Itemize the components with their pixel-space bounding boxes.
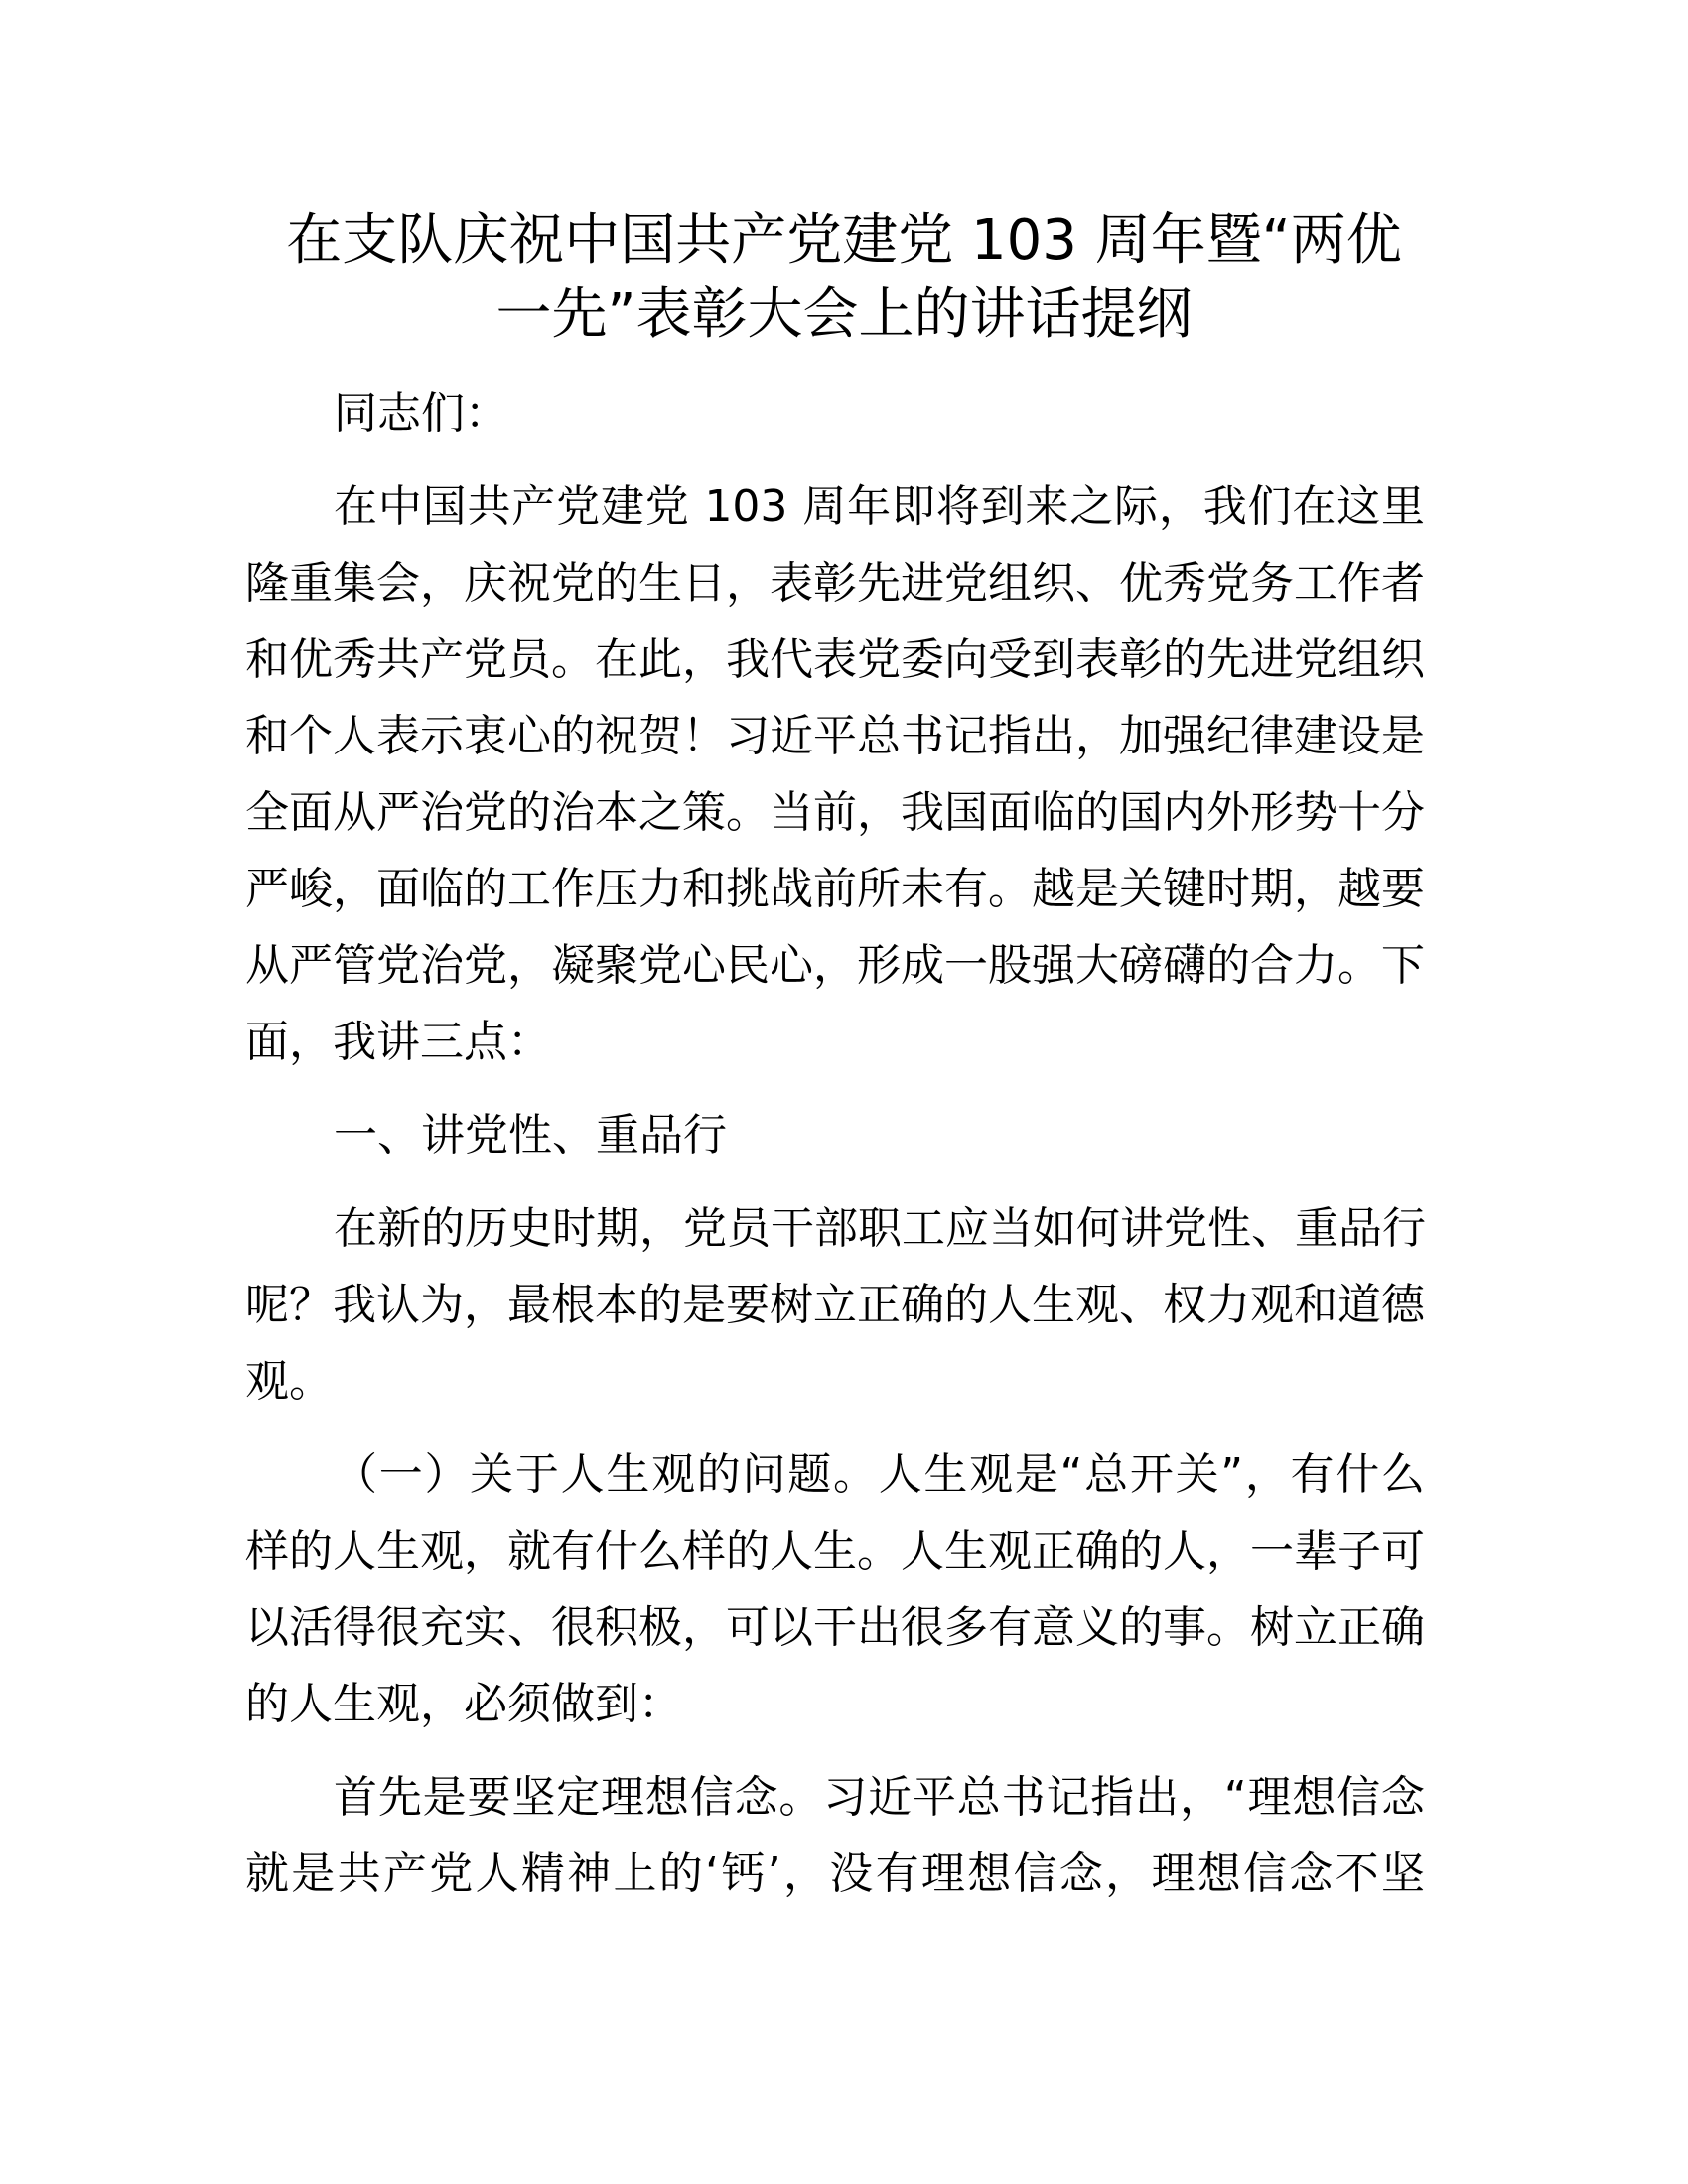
- text-line: 在中国共产党建党 103 周年即将到来之际，我们在这里: [334, 481, 1425, 532]
- text-line: 以活得很充实、很积极，可以干出很多有意义的事。树立正确: [245, 1602, 1425, 1653]
- paragraph: [245, 1097, 1425, 1173]
- paragraph: [245, 375, 1425, 452]
- paragraph: [245, 1190, 1425, 1420]
- text-line: 同志们：: [334, 388, 508, 439]
- title-line-2: 一先”表彰大会上的讲话提纲: [495, 282, 1193, 346]
- text-line: 从严管党治党，凝聚党心民心，形成一股强大磅礴的合力。下: [245, 940, 1425, 991]
- text-line: （一）关于人生观的问题。人生观是“总开关”，有什么: [334, 1449, 1425, 1500]
- text-line: 和个人表示衷心的祝贺！习近平总书记指出，加强纪律建设是: [245, 711, 1425, 761]
- document-body: [245, 375, 1425, 1929]
- text-line: 呢？我认为，最根本的是要树立正确的人生观、权力观和道德: [245, 1280, 1425, 1330]
- title-line-1: 在支队庆祝中国共产党建党 103 周年暨“两优: [286, 208, 1402, 273]
- paragraph: [245, 1759, 1425, 1912]
- text-line: 严峻，面临的工作压力和挑战前所未有。越是关键时期，越要: [245, 864, 1425, 914]
- document-title: [0, 205, 1688, 351]
- text-line: 观。: [245, 1356, 333, 1407]
- text-line: 一、讲党性、重品行: [334, 1110, 727, 1160]
- text-line: 就是共产党人精神上的‘钙’，没有理想信念，理想信念不坚: [245, 1848, 1425, 1899]
- text-line: 的人生观，必须做到：: [245, 1679, 682, 1729]
- text-line: 样的人生观，就有什么样的人生。人生观正确的人，一辈子可: [245, 1526, 1425, 1576]
- paragraph: [245, 1436, 1425, 1742]
- text-line: 隆重集会，庆祝党的生日，表彰先进党组织、优秀党务工作者: [245, 558, 1425, 609]
- paragraph: [245, 469, 1425, 1080]
- text-line: 和优秀共产党员。在此，我代表党委向受到表彰的先进党组织: [245, 634, 1425, 685]
- text-line: 全面从严治党的治本之策。当前，我国面临的国内外形势十分: [245, 787, 1425, 838]
- text-line: 首先是要坚定理想信念。习近平总书记指出，“理想信念: [334, 1772, 1425, 1823]
- text-line: 面，我讲三点：: [245, 1017, 551, 1067]
- text-line: 在新的历史时期，党员干部职工应当如何讲党性、重品行: [334, 1203, 1426, 1254]
